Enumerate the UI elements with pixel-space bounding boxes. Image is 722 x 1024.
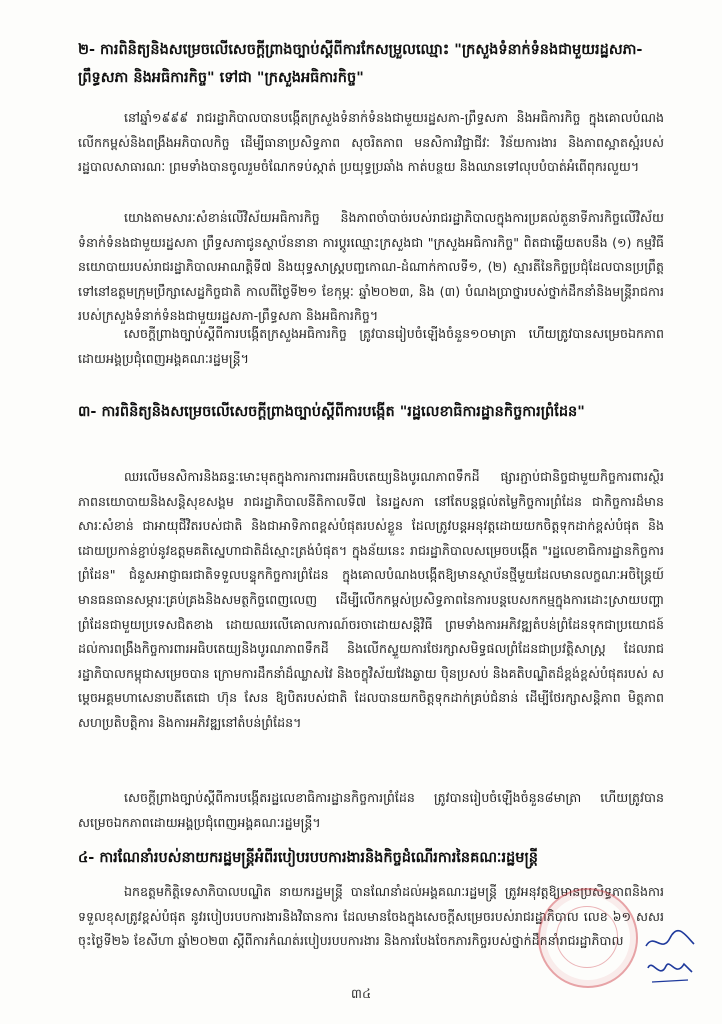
section-2-paragraph-2: យោងតាមសារៈសំខាន់លើវិស័យអធិការកិច្ច និងភាពចាំបាច់របស់រាជរដ្ឋាភិបាលក្នុងការប្រគល់តួនាទីភារកិច្ចលើវិស័យទំនាក់ទំនងជាមួយរដ្ឋសភា ព្រឹទ្ធសភាជូនស្ថាប័ននានា ការប្តូរឈ្មោះក្រសួងជា "ក្រសួងអធិការកិច្ច" ពិតជាឆ្លើយតបនឹង (១) កម្មវិធីនយោបាយរបស់រាជរដ្ឋាភិបាលអាណត្តិទី៧ និងយុទ្ធសាស្ត្របញ្ចកោណ-ដំណាក់កាលទី១, (២) ស្មារតីនៃកិច្ចប្រជុំដែលបានប្រព្រឹត្តទៅនៅឧត្តមក្រុមប្រឹក្សាសេដ្ឋកិច្ចជាតិ កាលពីថ្ងៃទី២១ ខែកុម្ភៈ ឆ្នាំ២០២៣, និង (៣) បំណងប្រាថ្នារបស់ថ្នាក់ដឹកនាំនិងមន្ត្រីរាជការរបស់ក្រសួងទំនាក់ទំនងជាមួយរដ្ឋសភា-ព្រឹទ្ធសភា និងអធិការកិច្ច។ [78, 210, 664, 324]
handwritten-signature [640, 928, 700, 990]
section-2-heading: ២- ការពិនិត្យនិងសម្រេចលើសេចក្តីព្រាងច្បាប់ស្តីពីការកែសម្រួលឈ្មោះ "ក្រសួងទំនាក់ទំនងជាមួយរដ្ឋសភា-ព្រឹទ្ធសភា និងអធិការកិច្ច" ទៅជា "ក្រសួងអធិការកិច្ច" [78, 42, 643, 86]
official-seal-inner-ring [556, 906, 618, 968]
section-4-paragraph-1: ឯកឧត្តមកិត្តិទេសាភិបាលបណ្ឌិត នាយករដ្ឋមន្ត្រី បានណែនាំដល់អង្គគណៈរដ្ឋមន្ត្រី ត្រូវអនុវត្តឱ្យមានប្រសិទ្ធភាពនិងការទទួលខុសត្រូវខ្ពស់បំផុត នូវរបៀបរបបការងារនិងវិធានការ ដែលមានចែងក្នុងសេចក្តីសម្រេចរបស់រាជរដ្ឋាភិបាល លេខ ៦១ សសរ ចុះថ្ងៃទី២៦ ខែសីហា ឆ្នាំ២០២៣ ស្តីពីការកំណត់របៀបរបបការងារ និងការបែងចែកភារកិច្ចរបស់ថ្នាក់ដឹកនាំរាជរដ្ឋាភិបាល [78, 884, 664, 949]
section-3-paragraph-2: សេចក្តីព្រាងច្បាប់ស្តីពីការបង្កើតរដ្ឋលេខាធិការដ្ឋានកិច្ចការព្រំដែន ត្រូវបានរៀបចំឡើងចំនួន៨មាត្រា ហើយត្រូវបានសម្រេចឯកភាពដោយអង្គប្រជុំពេញអង្គគណៈរដ្ឋមន្ត្រី។ [78, 790, 664, 830]
section-4-heading: ៤- ការណែនាំរបស់នាយករដ្ឋមន្ត្រីអំពីរបៀបរបបការងារនិងកិច្ចដំណើរការនៃគណៈរដ្ឋមន្ត្រី [78, 850, 538, 866]
section-2-paragraph-1: នៅឆ្នាំ១៩៩៩ រាជរដ្ឋាភិបាលបានបង្កើតក្រសួងទំនាក់ទំនងជាមួយរដ្ឋសភា-ព្រឹទ្ធសភា និងអធិការកិច្ច ក្នុងគោលបំណងលើកកម្ពស់និងពង្រឹងអភិបាលកិច្ច ដើម្បីធានាប្រសិទ្ធភាព សុចរិតភាព មនសិការវិជ្ជាជីវៈ វិន័យការងារ និងភាពស្អាតស្អំរបស់រដ្ឋបាលសាធារណៈ ព្រមទាំងបានចូលរួមចំណែកទប់ស្កាត់ ប្រយុទ្ធប្រឆាំង កាត់បន្ថយ និងឈានទៅលុបបំបាត់អំពើពុករលួយ។ [78, 110, 664, 175]
official-seal-stamp [538, 888, 638, 988]
section-3-paragraph-1: ឈរលើមនសិការនិងឆន្ទៈមោះមុតក្នុងការការពារអធិបតេយ្យនិងបូរណភាពទឹកដី ផ្សារភ្ជាប់ជានិច្ចជាមួយកិច្ចការពារស្ថិរភាពនយោបាយនិងសន្តិសុខសង្គម រាជរដ្ឋាភិបាលនីតិកាលទី៧ នៃរដ្ឋសភា នៅតែបន្តផ្តល់តម្លៃកិច្ចការព្រំដែន ជាកិច្ចការដ៏មានសារៈសំខាន់ ជាអាយុជីវិតរបស់ជាតិ និងជាអាទិភាពខ្ពស់បំផុតរបស់ខ្លួន ដែលត្រូវបន្តអនុវត្តដោយយកចិត្តទុកដាក់ខ្ពស់បំផុត និងដោយប្រកាន់ខ្ជាប់នូវឧត្តមគតិស្នេហាជាតិដ៏ស្មោះត្រង់បំផុត។ ក្នុងន័យនេះ រាជរដ្ឋាភិបាលសម្រេចបង្កើត "រដ្ឋលេខាធិការដ្ឋានកិច្ចការព្រំដែន" ជំនួសអាជ្ញាធរជាតិទទួលបន្ទុកកិច្ចការព្រំដែន ក្នុងគោលបំណងបង្កើតឱ្យមានស្ថាប័នថ្មីមួយដែលមានលក្ខណៈអចិន្ត្រៃយ៍ មានធនធានសម្ភារៈគ្រប់គ្រងនិងសមត្ថកិច្ចពេញលេញ ដើម្បីលើកកម្ពស់ប្រសិទ្ធភាពនៃការបន្តបេសកកម្មក្នុងការដោះស្រាយបញ្ហាព្រំដែនជាមួយប្រទេសជិតខាង ដោយឈរលើគោលការណ៍ចរចាដោយសន្តិវិធី ព្រមទាំងការអភិវឌ្ឍតំបន់ព្រំដែនទុកជាប្រយោជន៍ដល់ការពង្រឹងកិច្ចការពារអធិបតេយ្យនិងបូរណភាពទឹកដី និងលើកស្ទួយការថែរក្សាសមិទ្ធផលព្រំដែនជាប្រវត្តិសាស្ត្រ ដែលរាជរដ្ឋាភិបាលកម្ពុជាសម្រេចបាន ក្រោមការដឹកនាំដ៏ឈ្លាសវៃ និងចក្ខុវិស័យវែងឆ្ងាយ ប៉ិនប្រសប់ និងគតិបណ្ឌិតដ៏ខ្ពង់ខ្ពស់បំផុតរបស់ សម្តេចអគ្គមហាសេនាបតីតេជោ ហ៊ុន សែន ឱ្យបិតរបស់ជាតិ ដែលបានយកចិត្តទុកដាក់គ្រប់ជំនាន់ ដើម្បីថែរក្សាសន្តិភាព មិត្តភាព សហប្រតិបត្តិការ និងការអភិវឌ្ឍនៅតំបន់ព្រំដែន។ [78, 469, 664, 730]
section-2-paragraph-3: សេចក្តីព្រាងច្បាប់ស្តីពីការបង្កើតក្រសួងអធិការកិច្ច ត្រូវបានរៀបចំឡើងចំនួន១០មាត្រា ហើយត្រូវបានសម្រេចឯកភាពដោយអង្គប្រជុំពេញអង្គគណៈរដ្ឋមន្ត្រី។ [78, 326, 664, 366]
section-3-heading: ៣- ការពិនិត្យនិងសម្រេចលើសេចក្តីព្រាងច្បាប់ស្តីពីការបង្កើត "រដ្ឋលេខាធិការដ្ឋានកិច្ចការព្រំដែន" [78, 404, 585, 420]
page-number: ៣៤ [350, 987, 372, 1002]
